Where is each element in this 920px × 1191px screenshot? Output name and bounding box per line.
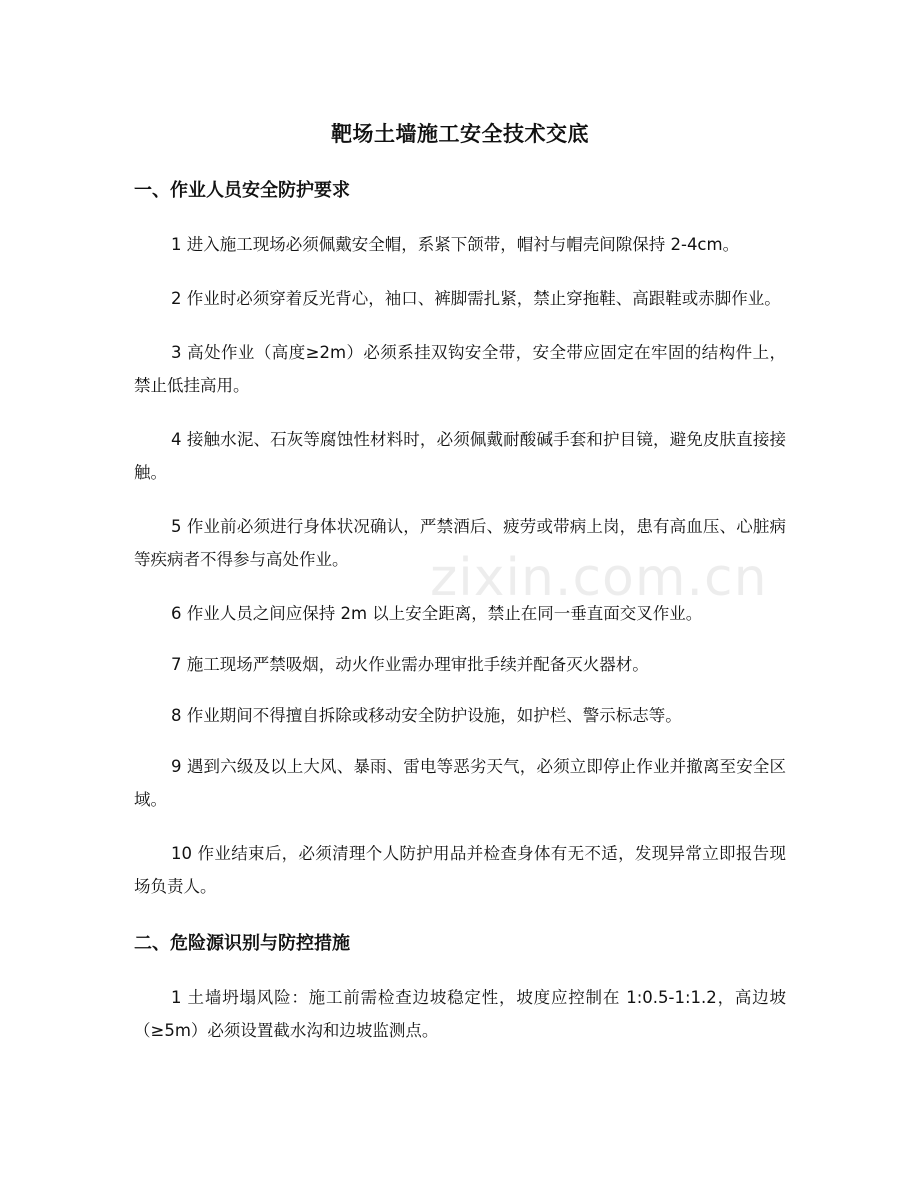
- paragraph-1-3: 3 高处作业（高度≥2m）必须系挂双钩安全带，安全带应固定在牢固的结构件上，禁止低挂高用。: [134, 343, 786, 395]
- paragraph-1-2: 2 作业时必须穿着反光背心，袖口、裤脚需扎紧，禁止穿拖鞋、高跟鞋或赤脚作业。: [171, 289, 781, 308]
- section-heading-1: 一、作业人员安全防护要求: [134, 180, 350, 201]
- watermark: zixin.com.cn: [430, 548, 768, 608]
- paragraph-1-1: 1 进入施工现场必须佩戴安全帽，系紧下颌带，帽衬与帽壳间隙保持 2-4cm。: [171, 235, 740, 254]
- paragraph-2-1: 1 土墙坍塌风险：施工前需检查边坡稳定性，坡度应控制在 1:0.5-1:1.2，高边坡（≥5m）必须设置截水沟和边坡监测点。: [134, 988, 786, 1040]
- paragraph-1-4: 4 接触水泥、石灰等腐蚀性材料时，必须佩戴耐酸碱手套和护目镜，避免皮肤直接接触。: [134, 430, 786, 482]
- document-title: 靶场土墙施工安全技术交底: [331, 122, 589, 146]
- paragraph-1-5: 5 作业前必须进行身体状况确认，严禁酒后、疲劳或带病上岗，患有高血压、心脏病等疾病者不得参与高处作业。: [134, 517, 786, 569]
- paragraph-1-10: 10 作业结束后，必须清理个人防护用品并检查身体有无不适，发现异常立即报告现场负责人。: [134, 844, 786, 896]
- paragraph-1-7: 7 施工现场严禁吸烟，动火作业需办理审批手续并配备灭火器材。: [171, 655, 649, 674]
- paragraph-1-8: 8 作业期间不得擅自拆除或移动安全防护设施，如护栏、警示标志等。: [171, 706, 682, 725]
- section-heading-2: 二、危险源识别与防控措施: [134, 933, 350, 954]
- paragraph-1-9: 9 遇到六级及以上大风、暴雨、雷电等恶劣天气，必须立即停止作业并撤离至安全区域。: [134, 757, 786, 809]
- paragraph-1-6: 6 作业人员之间应保持 2m 以上安全距离，禁止在同一垂直面交叉作业。: [171, 604, 703, 623]
